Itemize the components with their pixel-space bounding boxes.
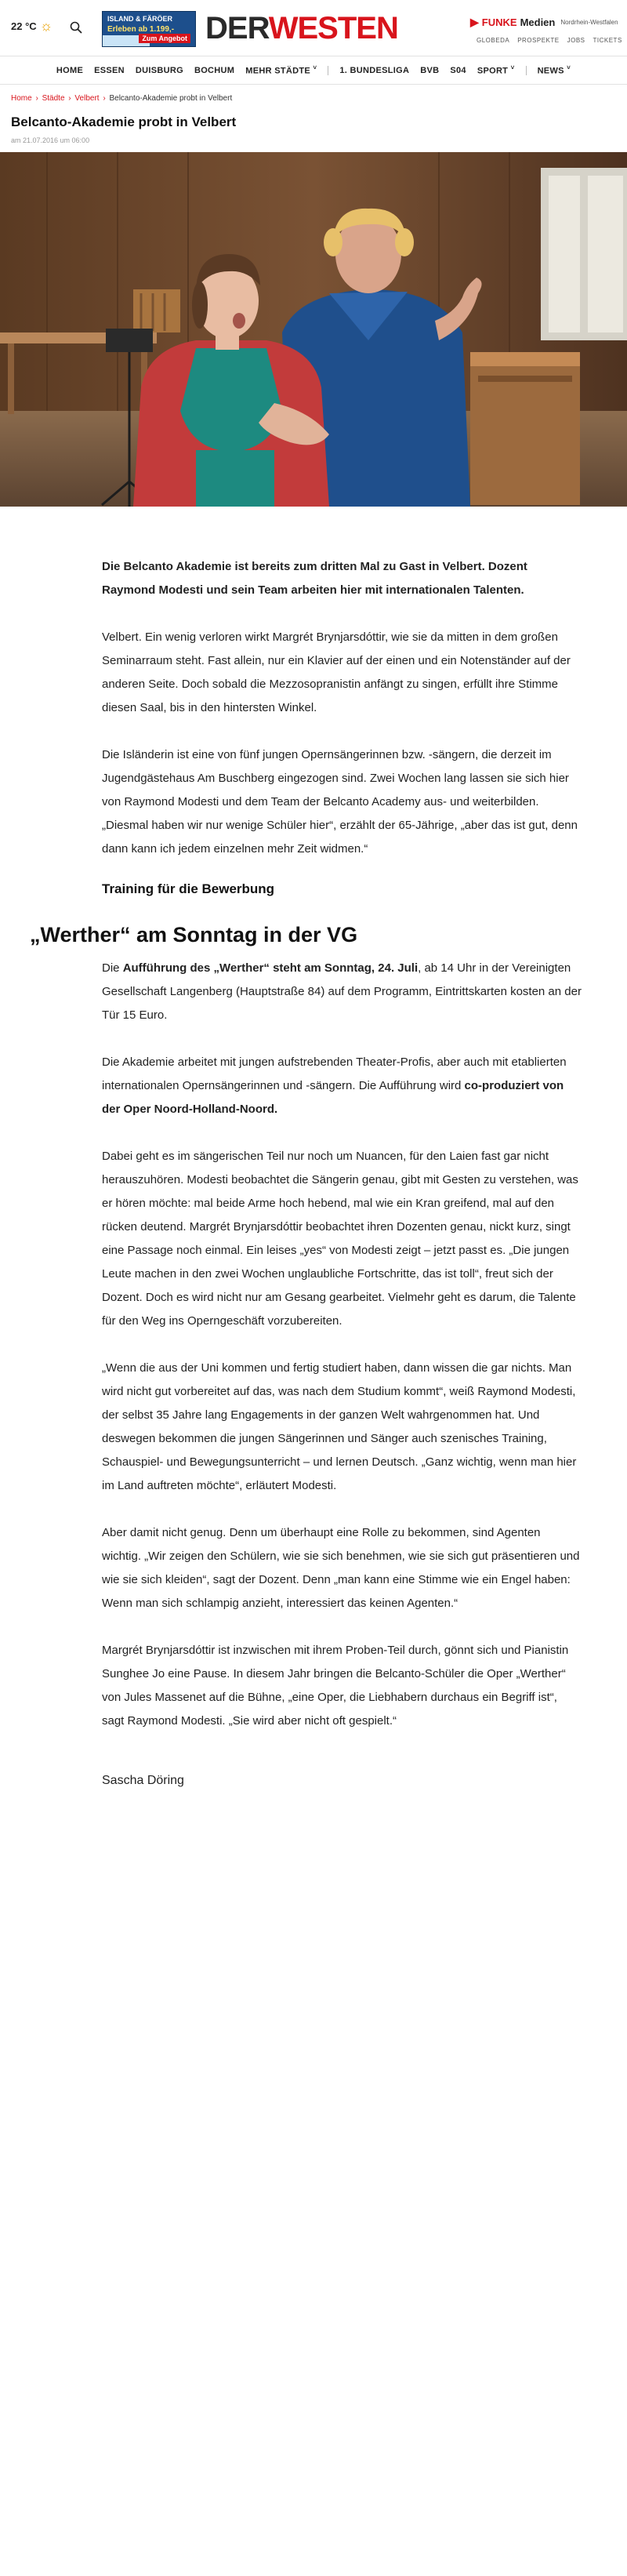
funke-link-prospekte[interactable]: PROSPEKTE [517, 37, 560, 44]
chevron-down-icon: ˅ [510, 64, 515, 72]
logo-part-der: DER [205, 11, 269, 45]
funke-name: FUNKE [481, 16, 517, 28]
funke-logo[interactable] [470, 16, 622, 29]
article-date: am 21.07.2016 um 06:00 [11, 136, 90, 144]
ad-price: Erleben ab 1.199,- [107, 25, 175, 34]
text-emphasis: Aufführung des „Werther“ steht am Sonntag, 24. Juli [122, 961, 419, 975]
article-paragraph [102, 1051, 582, 1121]
breadcrumb-separator: › [68, 94, 71, 103]
article-paragraph: Aber damit nicht genug. Denn um überhaupt eine Rolle zu bekommen, sind Agenten wichtig. „Wir zeigen den Schülern, wie sie sich benehmen, wie sie sich gut präsentieren und wie sie sich kleiden“, sagt der Dozent. Denn „man kann eine Stimme wie ein Engel haben: Wenn man sich schlampig anzieht, interessiert das keinen Agenten.“ [102, 1526, 580, 1610]
nav-label: BVB [420, 65, 440, 75]
nav-label: S04 [450, 65, 466, 75]
top-bar [0, 0, 627, 56]
text-run: Die Akademie arbeitet mit jungen aufstrebenden Theater-Profis, aber auch mit etablierten internationalen Opernsängerinnen und -sängern. Die Aufführung wird [102, 1055, 567, 1092]
article-body [30, 507, 582, 1797]
nav-item-essen[interactable] [94, 66, 125, 75]
breadcrumb-current: Belcanto-Akademie probt in Velbert [109, 94, 233, 103]
site-header [0, 0, 627, 85]
nav-label: 1. BUNDESLIGA [339, 65, 410, 75]
ad-cta: Zum Angebot [139, 34, 190, 43]
article-paragraph: Margrét Brynjarsdóttir ist inzwischen mit ihrem Proben-Teil durch, gönnt sich und Pianistin Sunghee Jo eine Pause. In diesem Jahr bringen die Belcanto-Schüler die Oper „Werther“ von Jules Massenet auf die Bühne, „eine Oper, die Liebhabern durchaus ein Begriff ist“, sagt Raymond Modesti. „Sie wird aber nicht oft gespielt.“ [102, 1644, 569, 1728]
nav-divider [526, 66, 527, 75]
site-logo[interactable] [205, 11, 398, 45]
nav-item-s04[interactable] [450, 66, 466, 75]
nav-label: ESSEN [94, 65, 125, 75]
text-emphasis: co-produziert von der Oper Noord-Holland-Noord. [102, 1079, 564, 1116]
chevron-down-icon: ˅ [313, 64, 317, 72]
funke-links [470, 37, 622, 44]
article-photo[interactable] [0, 152, 627, 507]
logo-part-westen: WESTEN [268, 11, 398, 45]
nav-label: BOCHUM [194, 65, 235, 75]
nav-item-bundesliga[interactable] [339, 66, 409, 75]
photo-illustration [0, 152, 627, 507]
nav-label: HOME [56, 65, 84, 75]
nav-item-mehr-staedte[interactable] [245, 64, 317, 76]
text-run: , ab 14 Uhr in der Vereinigten Gesellschaft Langenberg (Hauptstraße 84) auf dem Programm, Eintrittskarten kosten an der Tür 15 Euro. [102, 961, 582, 1022]
nav-item-news[interactable] [538, 64, 571, 76]
article-title: Belcanto-Akademie probt in Velbert [11, 114, 237, 129]
breadcrumb-separator: › [103, 94, 106, 103]
breadcrumb-velbert[interactable]: Velbert [74, 94, 100, 103]
breadcrumb-staedte[interactable]: Städte [42, 94, 65, 103]
funke-medien: Medien [520, 16, 556, 28]
nav-label: MEHR STÄDTE [245, 66, 310, 76]
main-navigation [0, 56, 627, 85]
sun-icon: ☼ [39, 18, 53, 34]
nav-item-bvb[interactable] [420, 66, 439, 75]
breadcrumb-home[interactable]: Home [11, 94, 32, 103]
article-paragraph: Die Isländerin ist eine von fünf jungen Opernsängerinnen bzw. -sängern, die derzeit im Jugendgästehaus Am Buschberg eingezogen sind. Zwei Wochen lang lassen sie sich hier von Raymond Modesti und dem Team der Belcanto Academy aus- und weiterbilden. „Diesmal haben wir nur wenige Schüler hier“, erzählt der 65-Jährige, „aber das ist gut, denn dann kann ich jedem einzelnen mehr Zeit widmen.“ [102, 748, 578, 856]
info-box-heading: „Werther“ am Sonntag in der VG [30, 923, 358, 946]
article-paragraph: „Wenn die aus der Uni kommen und fertig studiert haben, dann wissen die gar nichts. Man wird nicht gut vorbereitet auf das, was nach dem Studium kommt“, weiß Raymond Modesti, der selbst 35 Jahre lang Engagements in der ganzen Welt wahrgenommen hat. Und deswegen bekommen die jungen Sängerinnen und Sänger auch szenisches Training, Schauspiel- und Bewegungsunterricht – und lernen Deutsch. „Ganz wichtig, wenn man hier im Land auftreten möchte“, erläutert Modesti. [102, 1361, 577, 1492]
ad-headline: ISLAND & FÄRÖER [107, 15, 172, 23]
article-paragraph [102, 957, 582, 1027]
ad-banner[interactable] [102, 11, 196, 47]
article-paragraph: Dabei geht es im sängerischen Teil nur noch um Nuancen, für den Laien fast gar nicht herauszuhören. Modesti beobachtet die Sängerin genau, gibt mit Gesten zu verstehen, was er hören möchte: mal beide Arme hoch hebend, mal wie ein Kran greifend, mal auf den rücken deutend. Margrét Brynjarsdóttir beobachtet ihren Dozenten genau, nickt kurz, singt eine Passage noch einmal. Ein leises „yes“ von Modesti zeigt – jetzt passt es. „Die jungen Leute machen in den zwei Wochen unglaubliche Fortschritte, das ist toll“, freut sich der Dozent. Doch es wird nicht nur am Gesang gearbeitet. Vielmehr geht es darum, die Talente für den Weg ins Operngeschäft vorzubereiten. [102, 1150, 578, 1328]
article-author: Sascha Döring [102, 1774, 184, 1787]
funke-mark-icon: ▶ [470, 16, 479, 28]
nav-item-bochum[interactable] [194, 66, 234, 75]
nav-label: SPORT [477, 66, 509, 76]
text-run: Die [102, 961, 123, 975]
section-subheading: Training für die Bewerbung [102, 881, 275, 896]
nav-label: NEWS [537, 66, 564, 76]
funke-link-tickets[interactable]: TICKETS [593, 37, 622, 44]
funke-link-globeda[interactable]: GLOBEDA [477, 37, 510, 44]
search-icon [70, 21, 82, 34]
nav-item-sport[interactable] [477, 64, 515, 76]
search-button[interactable] [64, 16, 88, 39]
nav-label: DUISBURG [135, 65, 183, 75]
weather-temperature: 22 °C [11, 20, 37, 32]
weather-widget[interactable] [11, 19, 53, 33]
article-lead: Die Belcanto Akademie ist bereits zum dritten Mal zu Gast in Velbert. Dozent Raymond Modesti und sein Team arbeiten hier mit internationalen Talenten. [102, 560, 527, 597]
nav-item-home[interactable] [56, 66, 83, 75]
breadcrumb-separator: › [35, 94, 38, 103]
article-paragraph: Velbert. Ein wenig verloren wirkt Margrét Brynjarsdóttir, wie sie da mitten in dem großen Seminarraum steht. Fast allein, nur ein Klavier auf der einen und ein Notenständer auf der anderen Seite. Doch sobald die Mezzosopranistin anfängt zu singen, erfüllt ihre Stimme diesen Saal, bis in den hintersten Winkel. [102, 630, 571, 714]
funke-link-jobs[interactable]: JOBS [567, 37, 585, 44]
nav-item-duisburg[interactable] [136, 66, 183, 75]
chevron-down-icon: ˅ [567, 64, 571, 72]
breadcrumb [0, 85, 627, 108]
funke-network [470, 16, 622, 44]
funke-region: Nordrhein-Westfalen [560, 19, 618, 26]
